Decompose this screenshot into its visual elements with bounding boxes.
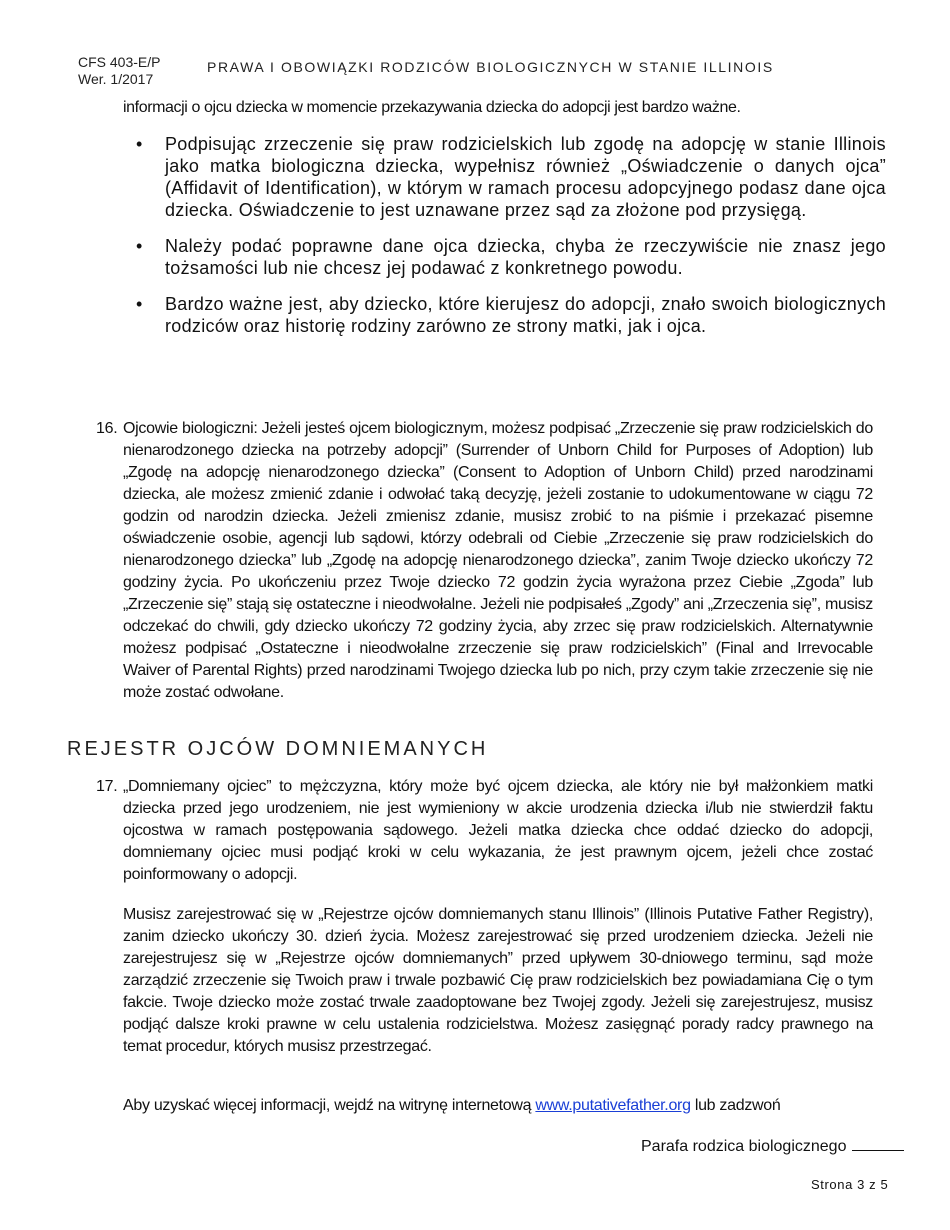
bullet-list: [136, 133, 886, 351]
form-code: CFS 403-E/P: [78, 54, 161, 70]
numbered-item-16: [96, 418, 873, 704]
page-number: Strona 3 z 5: [811, 1177, 889, 1192]
more-info-paragraph: [123, 1095, 873, 1117]
more-info-text-end: lub zadzwoń: [690, 1097, 781, 1114]
registry-paragraph: Musisz zarejestrować się w „Rejestrze ojców domniemanych stanu Illinois” (Illinois Putative Father Registry), zanim dziecko ukończy 30. dzień życia. Możesz zarejestrować się przed urodzeniem dziecka. Jeżeli nie zarejestrujesz się w „Rejestrze ojców domniemanych” przed upływem 30-dniowego terminu, sąd może zarządzić zrzeczenie się Twoich praw i trwale pozbawić Cię praw rodzicielskich bez powiadamiana Cię o tym fakcie. Twoje dziecko może zostać trwale zaadoptowane bez Twojej zgody. Jeżeli się zarejestrujesz, musisz podjąć dalsze kroki prawne w celu ustalenia rodzicielstwa. Możesz zasięgnąć porady radcy prawnego na temat procedur, których musisz przestrzegać.: [123, 906, 873, 1055]
form-version: Wer. 1/2017: [78, 71, 154, 87]
item-text: Ojcowie biologiczni: Jeżeli jesteś ojcem biologicznym, możesz podpisać „Zrzeczenie się praw rodzicielskich do nienarodzonego dziecka na potrzeby adopcji” (Surrender of Unborn Child for Purposes of Adoption) lub „Zgodę na adopcję nienarodzonego dziecka” (Consent to Adoption of Unborn Child) przed narodzinami dziecka, ale możesz zmienić zdanie i odwołać taką decyzję, jeżeli zostanie to udokumentowane w ciągu 72 godzin od narodzin dziecka. Jeżeli zmienisz zdanie, musisz zrobić to na piśmie i przekazać pisemne oświadczenie osobie, agencji lub sądowi, którzy odebrali od Ciebie „Zrzeczenie się praw rodzicielskich do nienarodzonego dziecka” lub „Zgodę na adopcję nienarodzonego dziecka”, zanim Twoje dziecko ukończy 72 godziny życia. Po ukończeniu przez Twoje dziecko 72 godzin życia wyrażona przez Ciebie „Zgoda” lub „Zrzeczenie się” stają się ostateczne i nieodwołalne. Jeżeli nie podpisałeś „Zgody” ani „Zrzeczenia się”, musisz odczekać do chwili, gdy dziecko ukończy 72 godziny życia, aby zrzec się praw rodzicielskich. Alternatywnie możesz podpisać „Ostateczne i nieodwołalne zrzeczenie się praw rodzicielskich” (Final and Irrevocable Waiver of Parental Rights) przed narodzinami Twojego dziecka lub po nich, przy czym takie zrzeczenie się nie może zostać odwołane.: [123, 420, 873, 701]
form-identifier: [78, 54, 160, 88]
item-number: 16.: [96, 420, 118, 437]
document-title: PRAWA I OBOWIĄZKI RODZICÓW BIOLOGICZNYCH W STANIE ILLINOIS: [207, 59, 774, 75]
more-info-text: Aby uzyskać więcej informacji, wejdź na witrynę internetową: [123, 1097, 536, 1114]
putative-father-link[interactable]: www.putativefather.org: [535, 1097, 691, 1114]
initials-field[interactable]: [852, 1136, 904, 1151]
numbered-item-17: [96, 776, 873, 886]
bullet-item: • Należy podać poprawne dane ojca dziecka, chyba że rzeczywiście nie znasz jego tożsamości lub nie chcesz jej podawać z konkretnego powodu.: [136, 235, 886, 279]
bullet-item: • Podpisując zrzeczenie się praw rodzicielskich lub zgodę na adopcję w stanie Illinois jako matka biologiczna dziecka, wypełnisz również „Oświadczenie o danych ojca” (Affidavit of Identification), w którym w ramach procesu adopcyjnego podasz dane ojca dziecka. Oświadczenie to jest uznawane przez sąd za złożone pod przysięgą.: [136, 133, 886, 221]
section-heading: REJESTR OJCÓW DOMNIEMANYCH: [67, 738, 489, 760]
initials-label: Parafa rodzica biologicznego: [641, 1138, 847, 1155]
item-text: „Domniemany ojciec” to mężczyzna, który może być ojcem dziecka, ale który nie był małżonkiem matki dziecka przed jego urodzeniem, nie jest wymieniony w akcie urodzenia dziecka i/lub nie stwierdził faktu ojcostwa w ramach postępowania sądowego. Jeżeli matka dziecka chce oddać dziecko do adopcji, domniemany ojciec musi podjąć kroki w celu wykazania, że jest prawnym ojcem, jeżeli chce zostać poinformowany o adopcji.: [123, 778, 873, 883]
parent-initials: [641, 1136, 904, 1156]
item-number: 17.: [96, 778, 118, 795]
bullet-item: • Bardzo ważne jest, aby dziecko, które kierujesz do adopcji, znało swoich biologicznych rodziców oraz historię rodziny zarówno ze strony matki, jak i ojca.: [136, 293, 886, 337]
continued-paragraph: informacji o ojcu dziecka w momencie przekazywania dziecka do adopcji jest bardzo ważne.: [123, 99, 741, 116]
